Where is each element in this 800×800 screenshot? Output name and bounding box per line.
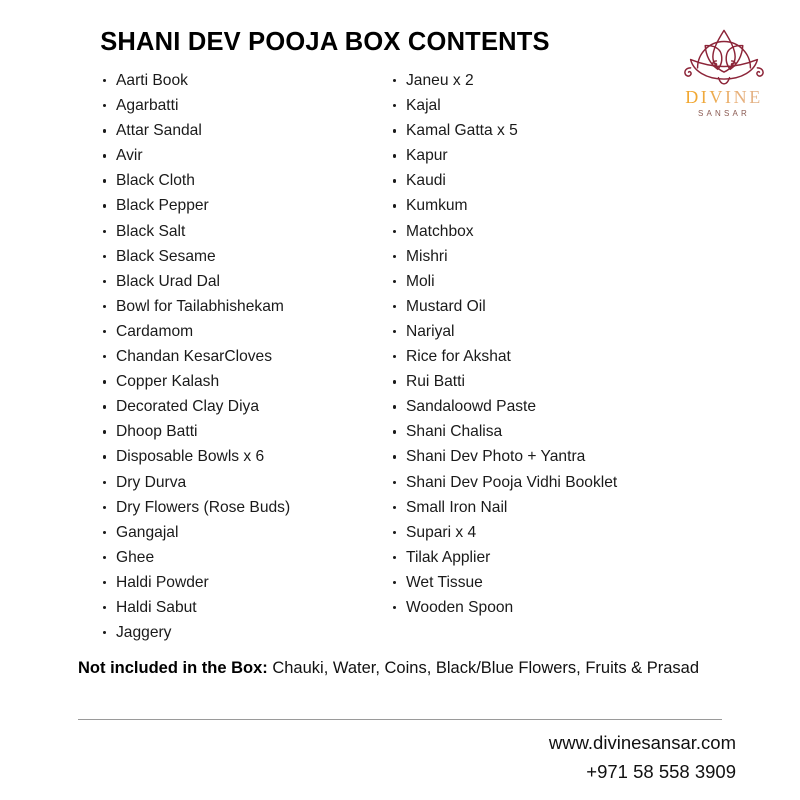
list-item: Shani Dev Pooja Vidhi Booklet: [390, 470, 680, 495]
not-included-note: [78, 655, 723, 681]
list-item: Jaggery: [100, 620, 380, 645]
list-item: Moli: [390, 269, 680, 294]
list-item: Rui Batti: [390, 369, 680, 394]
list-item: Wooden Spoon: [390, 595, 680, 620]
list-item: Sandaloowd Paste: [390, 394, 680, 419]
list-item: Wet Tissue: [390, 570, 680, 595]
list-item: Copper Kalash: [100, 369, 380, 394]
list-item: Nariyal: [390, 319, 680, 344]
list-item: Dry Flowers (Rose Buds): [100, 495, 380, 520]
list-item: Aarti Book: [100, 68, 380, 93]
list-item: Bowl for Tailabhishekam: [100, 294, 380, 319]
list-item: Supari x 4: [390, 520, 680, 545]
list-item: Black Salt: [100, 219, 380, 244]
list-item: Ghee: [100, 545, 380, 570]
list-item: Black Urad Dal: [100, 269, 380, 294]
list-item: Cardamom: [100, 319, 380, 344]
contents-list-right: [390, 68, 680, 620]
list-item: Haldi Powder: [100, 570, 380, 595]
list-item: Black Sesame: [100, 244, 380, 269]
list-item: Janeu x 2: [390, 68, 680, 93]
list-item: Small Iron Nail: [390, 495, 680, 520]
list-item: Black Cloth: [100, 168, 380, 193]
not-included-label: Not included in the Box:: [78, 659, 268, 677]
list-item: Shani Dev Photo + Yantra: [390, 444, 680, 469]
contents-column-left: [100, 68, 380, 645]
contents-list-left: [100, 68, 380, 645]
list-item: Matchbox: [390, 219, 680, 244]
website-text[interactable]: www.divinesansar.com: [548, 732, 736, 753]
list-item: Kumkum: [390, 193, 680, 218]
list-item: Agarbatti: [100, 93, 380, 118]
list-item: Kamal Gatta x 5: [390, 118, 680, 143]
list-item: Avir: [100, 143, 380, 168]
page-title: SHANI DEV POOJA BOX CONTENTS: [100, 28, 550, 56]
list-item: Attar Sandal: [100, 118, 380, 143]
phone-text[interactable]: +971 58 558 3909: [586, 761, 736, 782]
list-item: Dry Durva: [100, 470, 380, 495]
list-item: Haldi Sabut: [100, 595, 380, 620]
footer-divider: [78, 719, 722, 720]
list-item: Kajal: [390, 93, 680, 118]
list-item: Disposable Bowls x 6: [100, 444, 380, 469]
list-item: Dhoop Batti: [100, 419, 380, 444]
list-item: Black Pepper: [100, 193, 380, 218]
logo-wordmark: DIVINE: [668, 88, 780, 106]
list-item: Mishri: [390, 244, 680, 269]
contact-block: [320, 728, 736, 786]
list-item: Decorated Clay Diya: [100, 394, 380, 419]
not-included-items: Chauki, Water, Coins, Black/Blue Flowers, Fruits & Prasad: [267, 659, 700, 677]
logo-subtext: SANSAR: [697, 109, 751, 118]
list-item: Tilak Applier: [390, 545, 680, 570]
list-item: Rice for Akshat: [390, 344, 680, 369]
list-item: Chandan KesarCloves: [100, 344, 380, 369]
contents-columns: [0, 68, 800, 648]
list-item: Kapur: [390, 143, 680, 168]
contents-column-right: [390, 68, 680, 620]
list-item: Kaudi: [390, 168, 680, 193]
list-item: Shani Chalisa: [390, 419, 680, 444]
list-item: Gangajal: [100, 520, 380, 545]
list-item: Mustard Oil: [390, 294, 680, 319]
